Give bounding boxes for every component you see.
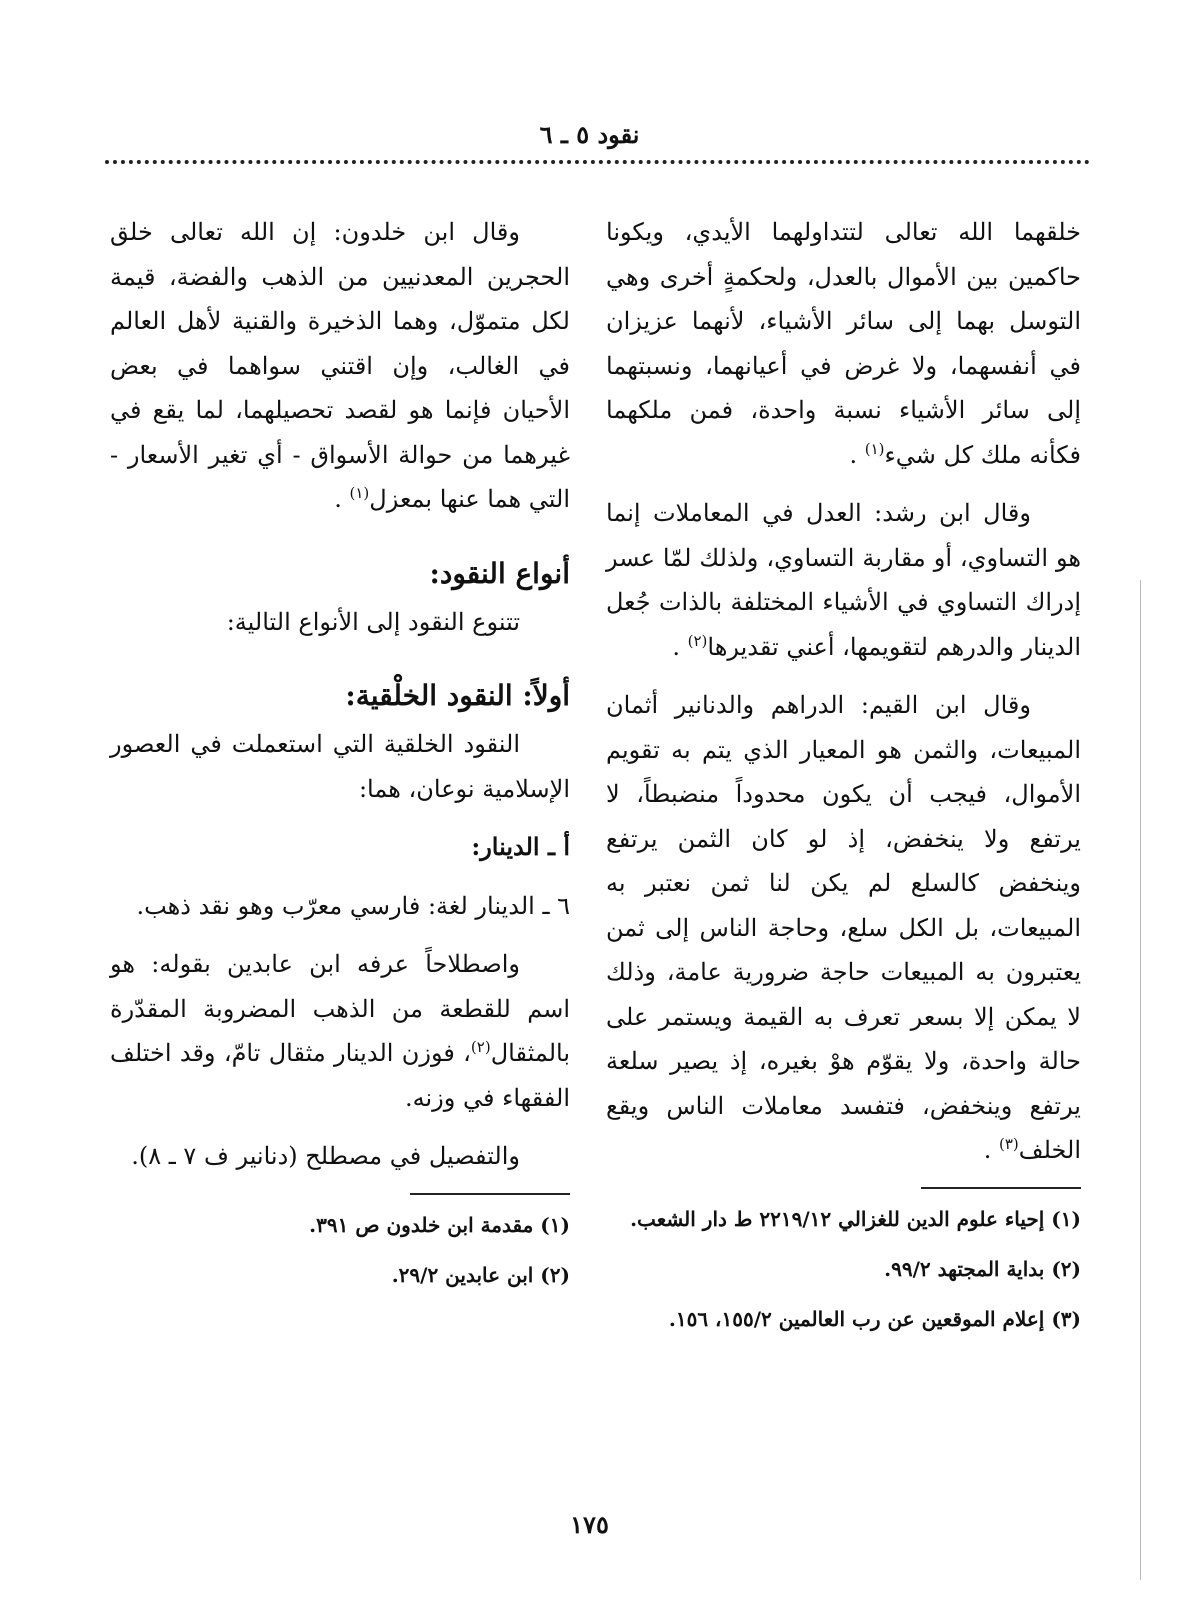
paragraph: وقال ابن رشد: العدل في المعاملات إنما هو التساوي، أو مقاربة التساوي، ولذلك لمّا عسر إدراك التساوي في الأشياء المختلفة بالذات جُعل الدينار والدرهم لتقويمها، أعني تقديرها$^{(٢)}$ . [606, 499, 1081, 661]
subsection-heading: أ ـ الدينار: [471, 832, 570, 861]
footnote-separator [410, 1193, 570, 1195]
footnote-ref: (٢) [687, 631, 708, 650]
footnote: (١) إحياء علوم الدين للغزالي ٢٢١٩/١٢ ط دار الشعب. [630, 1206, 1081, 1231]
paragraph: وقال ابن خلدون: إن الله تعالى خلق الحجرين المعدنيين من الذهب والفضة، قيمة لكل متموّل، وهما الذخيرة والقنية لأهل العالم في الغالب، وإن اقتني سواهما في بعض الأحيان فإنما هو لقصد تحصيلهما، لما يقع في غيرهما من حوالة الأسواق - أي تغير الأسعار - التي هما عنها بمعزل$^{(١)}$ . [110, 218, 570, 513]
paragraph: خلقهما الله تعالى لتتداولهما الأيدي، ويكونا حاكمين بين الأموال بالعدل، ولحكمةٍ أخرى وهي التوسل بهما إلى سائر الأشياء، لأنهما عزيزان في أنفسهما، ولا غرض في أعيانهما، ونسبتهما إلى سائر الأشياء نسبة واحدة، فمن ملكهما فكأنه ملك كل شيء$^{(١)}$ . [606, 218, 1081, 469]
paragraph: تتنوع النقود إلى الأنواع التالية: [226, 607, 520, 636]
footnote-ref: (١) [864, 439, 885, 458]
paragraph: واصطلاحاً عرفه ابن عابدين بقوله: هو اسم للقطعة من الذهب المضروبة المقدّرة بالمثقال$^{(٢)}$، فوزن الدينار مثقال تامّ، وقد اختلف الفقهاء في وزنه. [110, 950, 570, 1112]
footnote: (٣) إعلام الموقعين عن رب العالمين ١٥٥/٢، ١٥٦. [668, 1306, 1081, 1331]
right-column [606, 210, 1081, 1351]
footnote-ref: (١) [349, 484, 370, 502]
scan-edge-line [1140, 580, 1141, 1580]
footnote: (١) مقدمة ابن خلدون ص ٣٩١. [309, 1212, 570, 1237]
paragraph: والتفصيل في مصطلح (دنانير ف ٧ ـ ٨). [131, 1142, 520, 1170]
left-column [110, 210, 570, 1307]
footnote-ref: (٣) [998, 1135, 1019, 1153]
footnote-separator [921, 1187, 1081, 1189]
dotted-divider [105, 160, 1090, 164]
section-heading: أنواع النقود: [429, 556, 570, 590]
footnote-ref: (٢) [470, 1038, 491, 1056]
paragraph: وقال ابن القيم: الدراهم والدنانير أثمان المبيعات، والثمن هو المعيار الذي يتم به تقويم الأموال، فيجب أن يكون محدوداً منضبطاً، لا يرتفع ولا ينخفض، إذ لو كان الثمن يرتفع وينخفض كالسلع لم يكن لنا ثمن نعتبر به المبيعات، بل الكل سلع، وحاجة الناس إلى ثمن يعتبرون به المبيعات حاجة ضرورية عامة، وذلك لا يمكن إلا بسعر تعرف به القيمة ويستمر على حالة واحدة، ولا يقوّم هوْ بغيره، إذ يصير سلعة يرتفع وينخفض، فتفسد معاملات الناس ويقع الخلف$^{(٣)}$ . [606, 691, 1081, 1164]
paragraph: ٦ ـ الدينار لغة: فارسي معرّب وهو نقد ذهب. [136, 891, 570, 920]
footnote: (٢) بداية المجتهد ٩٩/٢. [884, 1256, 1081, 1281]
footnote: (٢) ابن عابدين ٢٩/٢. [391, 1262, 570, 1287]
paragraph: النقود الخلقية التي استعملت في العصور الإسلامية نوعان، هما: [110, 730, 570, 803]
page-number: ١٧٥ [570, 1510, 609, 1539]
running-header: نقود ٥ ـ ٦ [539, 120, 640, 149]
section-heading: أولاً: النقود الخلْقية: [345, 679, 570, 712]
